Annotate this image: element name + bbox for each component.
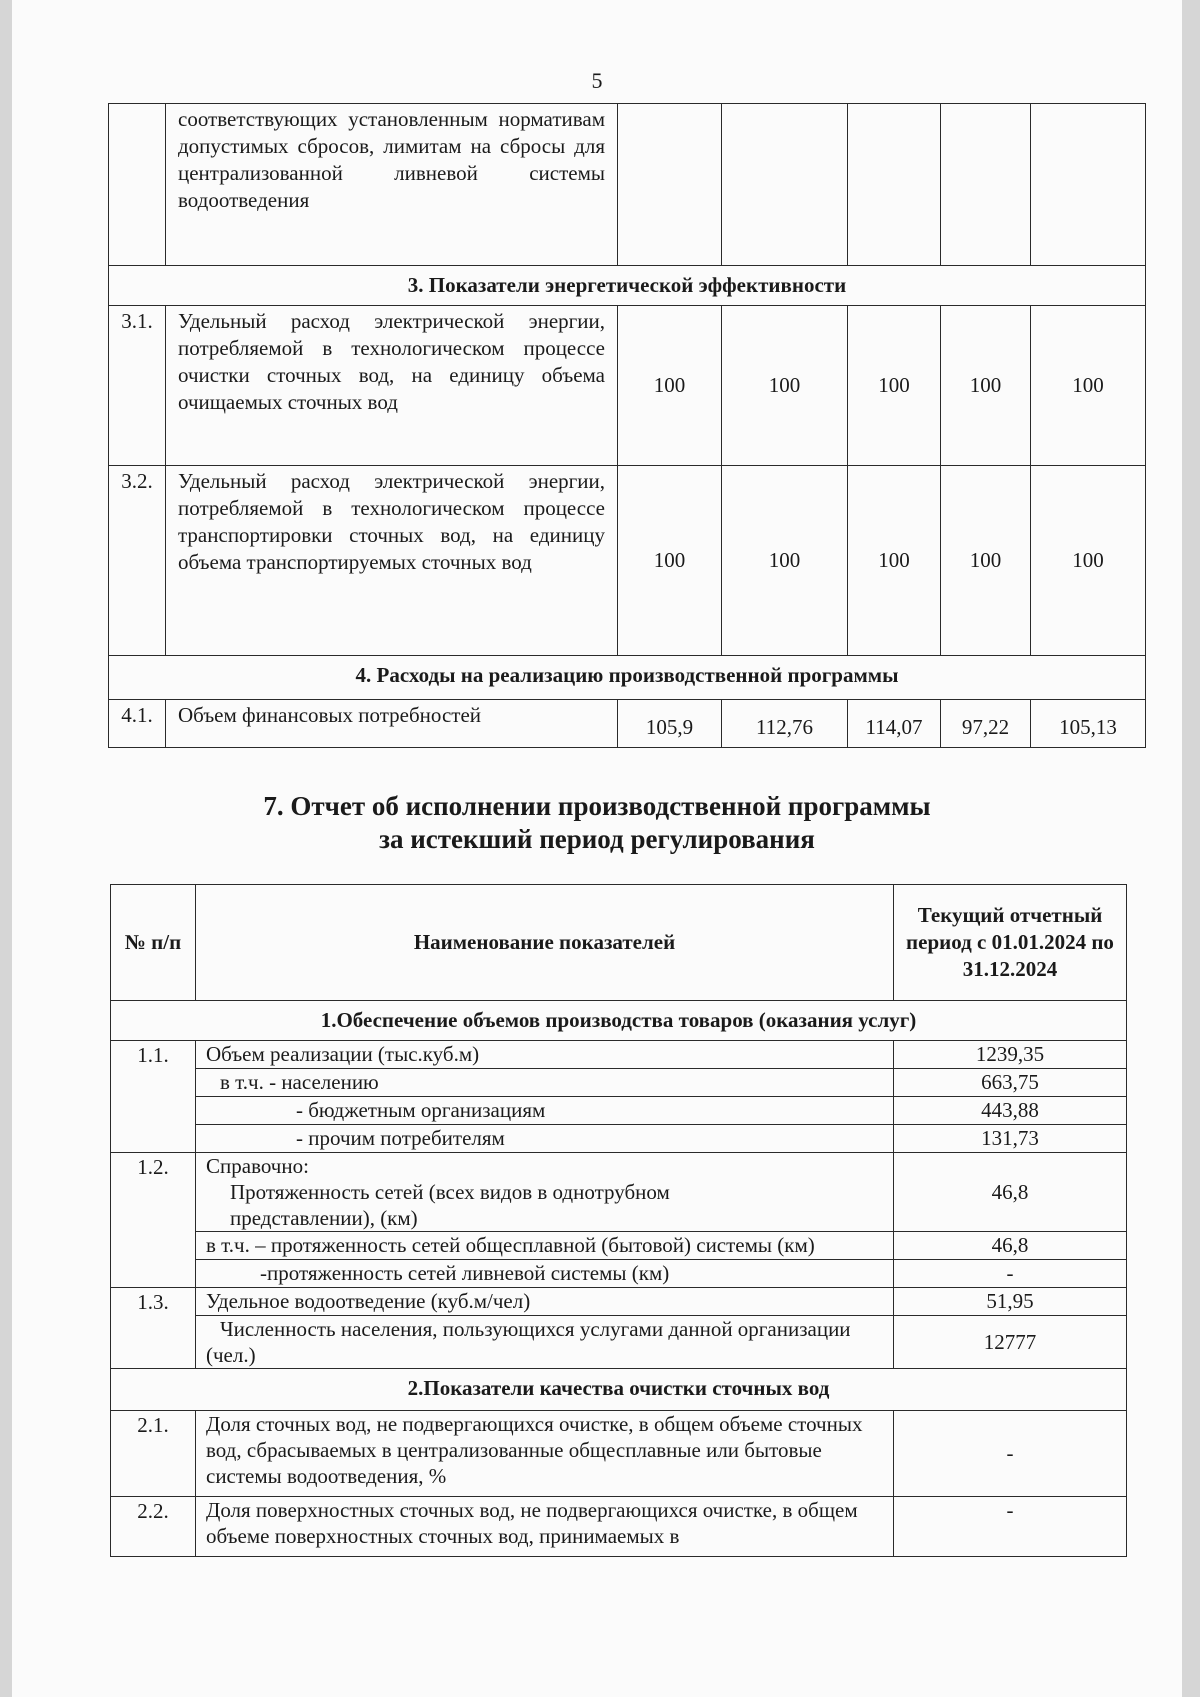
network-length-text: Протяженность сетей (всех видов в однотрубном представлении), (км) (230, 1180, 670, 1230)
row-description: -протяженность сетей ливневой системы (км) (196, 1260, 894, 1288)
row-description (196, 1153, 894, 1232)
table-row (111, 1288, 1127, 1316)
table-row (109, 700, 1146, 748)
value-cell: 100 (1031, 306, 1146, 466)
table-row (111, 1497, 1127, 1557)
section-title: 3. Показатели энергетической эффективности (109, 266, 1146, 306)
value-cell: 46,8 (894, 1153, 1127, 1232)
value-cell: 12777 (894, 1316, 1127, 1369)
value-cell: 100 (618, 466, 722, 656)
document-page (12, 0, 1182, 1697)
row-number: 2.1. (111, 1411, 196, 1497)
row-description: Удельный расход электрической энергии, потребляемой в технологическом процессе транспортировки сточных вод, на единицу объема транспортируемых сточных вод (166, 466, 618, 656)
row-number: 1.1. (111, 1041, 196, 1153)
reference-label: Справочно: (206, 1154, 309, 1178)
row-description: Удельный расход электрической энергии, потребляемой в технологическом процессе очистки сточных вод, на единицу объема очищаемых сточных вод (166, 306, 618, 466)
table-row (111, 1097, 1127, 1125)
value-cell: 100 (941, 306, 1031, 466)
table-row (109, 104, 1146, 266)
value-cell: 105,13 (1031, 700, 1146, 748)
section-row (111, 1001, 1127, 1041)
row-number: 3.2. (109, 466, 166, 656)
row-number: 1.2. (111, 1153, 196, 1288)
row-description: Доля поверхностных сточных вод, не подвергающихся очистке, в общем объеме поверхностных сточных вод, принимаемых в (196, 1497, 894, 1557)
col-header-period: Текущий отчетный период с 01.01.2024 по 31.12.2024 (894, 885, 1127, 1001)
row-number: 3.1. (109, 306, 166, 466)
value-cell: - (894, 1411, 1127, 1497)
row-description: в т.ч. - населению (196, 1069, 894, 1097)
value-cell: 100 (848, 466, 941, 656)
value-cell: 100 (1031, 466, 1146, 656)
row-description: Объем финансовых потребностей (166, 700, 618, 748)
value-cell: - (894, 1260, 1127, 1288)
table-row (109, 466, 1146, 656)
table-row (109, 306, 1146, 466)
table-row (111, 1232, 1127, 1260)
row-number: 4.1. (109, 700, 166, 748)
header-row (111, 885, 1127, 1001)
table-row (111, 1316, 1127, 1369)
value-cell: 100 (848, 306, 941, 466)
value-cell: 100 (618, 306, 722, 466)
heading-line-2: за истекший период регулирования (379, 824, 815, 854)
table-row (111, 1125, 1127, 1153)
value-cell: 100 (722, 306, 848, 466)
col-header-name: Наименование показателей (196, 885, 894, 1001)
value-cell: 105,9 (618, 700, 722, 748)
heading-line-1: 7. Отчет об исполнении производственной программы (263, 791, 931, 821)
value-cell: 97,22 (941, 700, 1031, 748)
report-heading (12, 790, 1182, 856)
value-cell: 443,88 (894, 1097, 1127, 1125)
section-row (109, 266, 1146, 306)
row-description: - бюджетным организациям (196, 1097, 894, 1125)
col-header-number: № п/п (111, 885, 196, 1001)
value-cell: 663,75 (894, 1069, 1127, 1097)
row-description: - прочим потребителям (196, 1125, 894, 1153)
value-cell: 100 (941, 466, 1031, 656)
value-cell: 51,95 (894, 1288, 1127, 1316)
row-description: Численность населения, пользующихся услугами данной организации (чел.) (196, 1316, 894, 1369)
table-row (111, 1260, 1127, 1288)
row-description: Доля сточных вод, не подвергающихся очистке, в общем объеме сточных вод, сбрасываемых в централизованные общесплавные или бытовые системы водоотведения, % (196, 1411, 894, 1497)
section-title: 2.Показатели качества очистки сточных вод (111, 1369, 1127, 1411)
row-description: Удельное водоотведение (куб.м/чел) (196, 1288, 894, 1316)
value-cell: 112,76 (722, 700, 848, 748)
row-description: Объем реализации (тыс.куб.м) (196, 1041, 894, 1069)
value-cell: 131,73 (894, 1125, 1127, 1153)
section-title: 4. Расходы на реализацию производственной программы (109, 656, 1146, 700)
table-row (111, 1069, 1127, 1097)
value-cell: 100 (722, 466, 848, 656)
continued-description: соответствующих установленным нормативам допустимых сбросов, лимитам на сбросы для централизованной ливневой системы водоотведения (166, 104, 618, 266)
row-description: в т.ч. – протяженность сетей общесплавной (бытовой) системы (км) (196, 1232, 894, 1260)
table-row (111, 1153, 1127, 1232)
row-number: 2.2. (111, 1497, 196, 1557)
section-row (111, 1369, 1127, 1411)
page-number: 5 (591, 68, 603, 93)
value-cell: 114,07 (848, 700, 941, 748)
section-title: 1.Обеспечение объемов производства товаров (оказания услуг) (111, 1001, 1127, 1041)
indicators-table (108, 103, 1146, 748)
value-cell: 1239,35 (894, 1041, 1127, 1069)
report-table (110, 884, 1127, 1557)
row-number: 1.3. (111, 1288, 196, 1369)
section-row (109, 656, 1146, 700)
table-row (111, 1411, 1127, 1497)
table-row (111, 1041, 1127, 1069)
value-cell: 46,8 (894, 1232, 1127, 1260)
value-cell: - (894, 1497, 1127, 1557)
